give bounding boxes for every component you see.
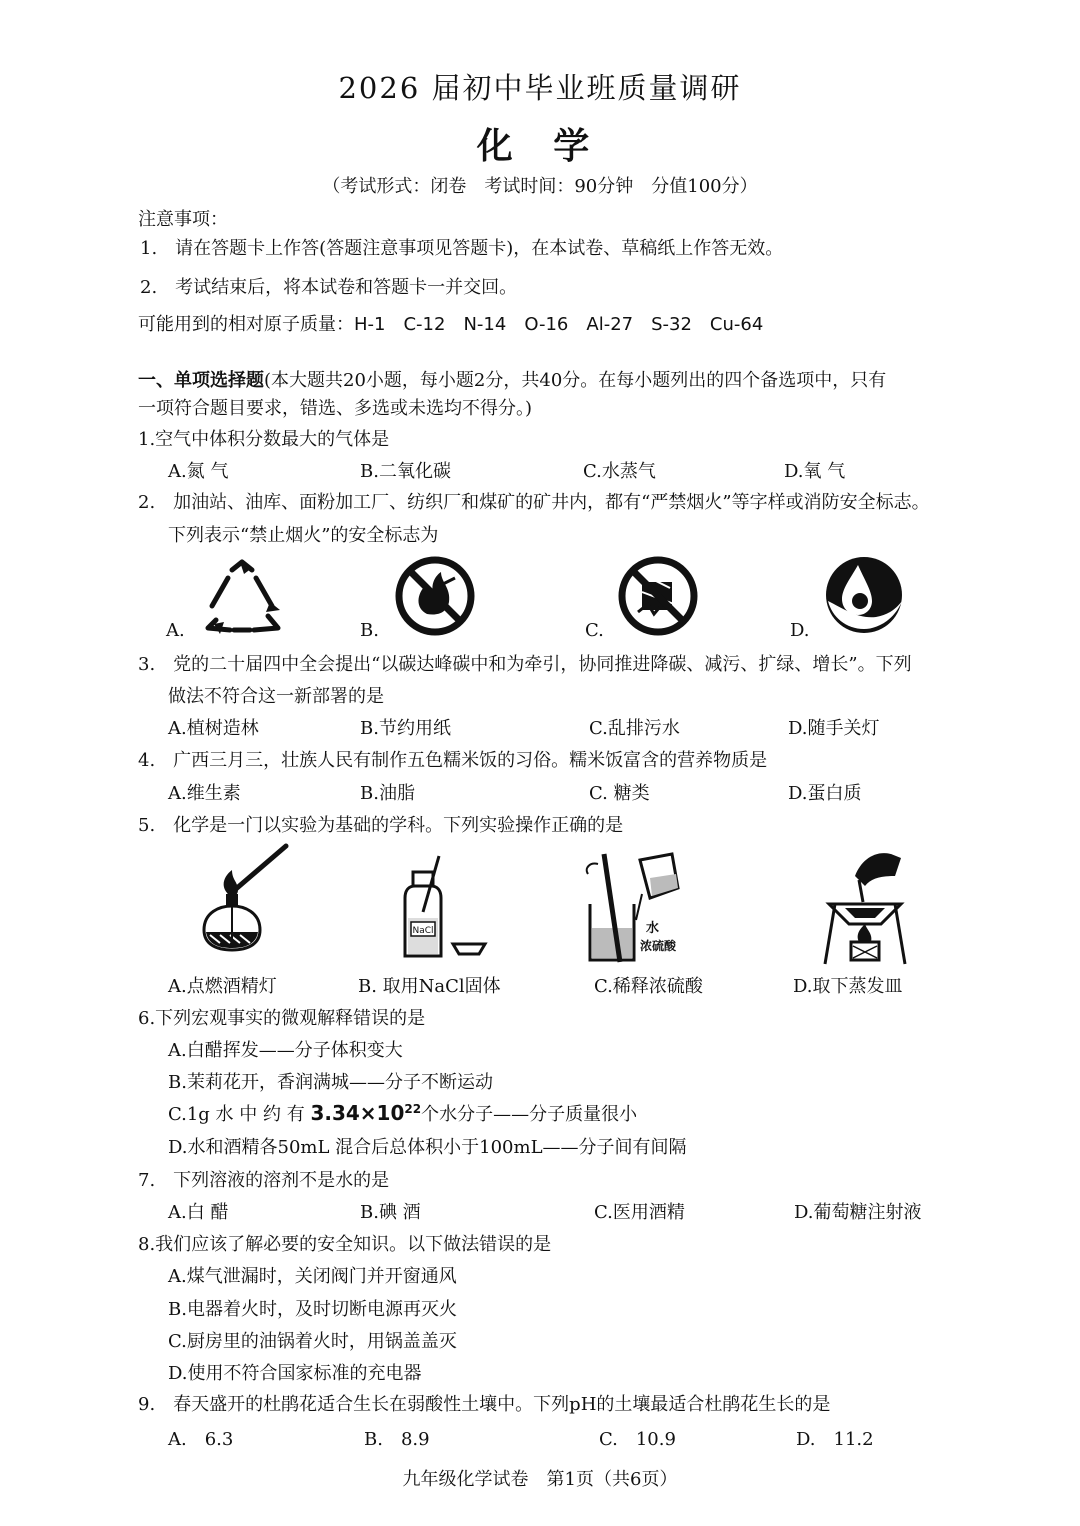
q8-stem: 8.我们应该了解必要的安全知识。以下做法错误的是 xyxy=(138,1234,552,1255)
q7-stem: 7. 下列溶液的溶剂不是水的是 xyxy=(138,1170,390,1191)
q4-option-d: D.蛋白质 xyxy=(788,783,862,804)
atomic-masses-label: 可能用到的相对原子质量： xyxy=(138,314,354,335)
q9-stem: 9. 春天盛开的杜鹃花适合生长在弱酸性土壤中。下列pH的土壤最适合杜鹃花生长的是 xyxy=(138,1394,831,1415)
q6-option-b: B.茉莉花开，香润满城——分子不断运动 xyxy=(168,1072,493,1093)
section1-heading-line xyxy=(138,366,886,392)
nacl-label: NaCl xyxy=(412,926,434,936)
q7-option-a: A.白 醋 xyxy=(168,1202,229,1223)
q4-option-a: A.维生素 xyxy=(168,783,241,804)
q4-stem: 4. 广西三月三，壮族人民有制作五色糯米饭的习俗。糯米饭富含的营养物质是 xyxy=(138,750,768,771)
exam-info: （考试形式：闭卷 考试时间：90分钟 分值100分） xyxy=(322,176,758,197)
q6-option-c-exp: 22 xyxy=(404,1102,422,1116)
q1-option-b: B.二氧化碳 xyxy=(360,461,451,482)
evaporating-dish-icon xyxy=(815,846,915,968)
q2-option-a: A. xyxy=(166,620,185,641)
q5-option-c: C.稀释浓硫酸 xyxy=(594,976,703,997)
notes-item-2: 2. 考试结束后，将本试卷和答题卡一并交回。 xyxy=(140,277,518,298)
q7-option-c: C.医用酒精 xyxy=(594,1202,685,1223)
q4-option-c: C. 糖类 xyxy=(589,783,650,804)
q1-option-a: A.氮 气 xyxy=(168,461,229,482)
q8-option-a: A.煤气泄漏时，关闭阀门并开窗通风 xyxy=(168,1266,457,1287)
q2-option-c: C. xyxy=(585,620,604,641)
q3-stem-2: 做法不符合这一新部署的是 xyxy=(168,686,384,707)
q2-stem-1: 2. 加油站、油库、面粉加工厂、纺织厂和煤矿的矿井内，都有“严禁烟火”等字样或消防安全标志。 xyxy=(138,492,930,513)
q1-option-c: C.水蒸气 xyxy=(583,461,656,482)
page-footer: 九年级化学试卷 第1页（共6页） xyxy=(402,1469,678,1490)
q3-option-b: B.节约用纸 xyxy=(360,718,451,739)
q9-option-d: D. 11.2 xyxy=(796,1429,874,1450)
section1-heading: 一、单项选择题 xyxy=(138,370,264,391)
q5-stem: 5. 化学是一门以实验为基础的学科。下列实验操作正确的是 xyxy=(138,815,624,836)
q3-option-d: D.随手关灯 xyxy=(788,718,880,739)
acid-label: 浓硫酸 xyxy=(640,939,677,953)
q1-stem: 1.空气中体积分数最大的气体是 xyxy=(138,429,390,450)
no-stacking-sign-icon xyxy=(618,556,698,636)
q2-option-b: B. xyxy=(360,620,379,641)
notes-heading: 注意事项： xyxy=(138,209,228,230)
no-fire-sign-icon xyxy=(395,556,475,636)
q5-option-a: A.点燃酒精灯 xyxy=(168,976,277,997)
q6-option-c xyxy=(168,1100,637,1126)
subject-title: 化 学 xyxy=(476,125,604,167)
q3-option-c: C.乱排污水 xyxy=(589,718,680,739)
q7-option-b: B.碘 酒 xyxy=(360,1202,421,1223)
atomic-masses xyxy=(138,310,763,336)
q6-stem: 6.下列宏观事实的微观解释错误的是 xyxy=(138,1008,426,1029)
q2-option-d: D. xyxy=(790,620,810,641)
recycle-icon xyxy=(200,558,284,636)
section1-desc-2: 一项符合题目要求，错选、多选或未选均不得分。) xyxy=(138,398,533,419)
q9-option-a: A. 6.3 xyxy=(168,1429,234,1450)
q7-option-d: D.葡萄糖注射液 xyxy=(794,1202,922,1223)
exam-title: 2026 届初中毕业班质量调研 xyxy=(338,71,742,105)
q3-option-a: A.植树造林 xyxy=(168,718,259,739)
atomic-masses-values: H-1 C-12 N-14 O-16 Al-27 S-32 Cu-64 xyxy=(354,314,764,335)
q8-option-c: C.厨房里的油锅着火时，用锅盖盖灭 xyxy=(168,1331,457,1352)
q6-option-c-pre: C.1g 水 中 约 有 xyxy=(168,1104,305,1125)
q4-option-b: B.油脂 xyxy=(360,783,415,804)
dilute-acid-icon xyxy=(580,850,700,968)
q8-option-b: B.电器着火时，及时切断电源再灭火 xyxy=(168,1299,457,1320)
q3-stem-1: 3. 党的二十届四中全会提出“以碳达峰碳中和为牵引，协同推进降碳、减污、扩绿、增长”。下列 xyxy=(138,654,912,675)
q6-option-c-post: 个水分子——分子质量很小 xyxy=(421,1104,638,1125)
q6-option-a: A.白醋挥发——分子体积变大 xyxy=(168,1040,403,1061)
q6-option-d: D.水和酒精各50mL 混合后总体积小于100mL——分子间有间隔 xyxy=(168,1137,687,1158)
q5-option-d: D.取下蒸发皿 xyxy=(793,976,903,997)
q2-stem-2: 下列表示“禁止烟火”的安全标志为 xyxy=(168,525,439,546)
q9-option-c: C. 10.9 xyxy=(599,1429,676,1450)
water-label: 水 xyxy=(646,921,660,936)
water-saving-icon xyxy=(824,555,904,635)
q9-option-b: B. 8.9 xyxy=(364,1429,430,1450)
q1-option-d: D.氧 气 xyxy=(784,461,846,482)
alcohol-lamp-ignition-icon xyxy=(190,840,300,965)
notes-item-1: 1. 请在答题卡上作答(答题注意事项见答题卡)，在本试卷、草稿纸上作答无效。 xyxy=(140,238,784,259)
q5-option-b: B. 取用NaCl固体 xyxy=(358,976,501,997)
q6-option-c-num: 3.34×10 xyxy=(310,1101,405,1125)
nacl-bottle-icon xyxy=(395,852,495,967)
section1-desc-1: (本大题共20小题，每小题2分，共40分。在每小题列出的四个备选项中，只有 xyxy=(264,370,887,391)
q8-option-d: D.使用不符合国家标准的充电器 xyxy=(168,1363,422,1384)
